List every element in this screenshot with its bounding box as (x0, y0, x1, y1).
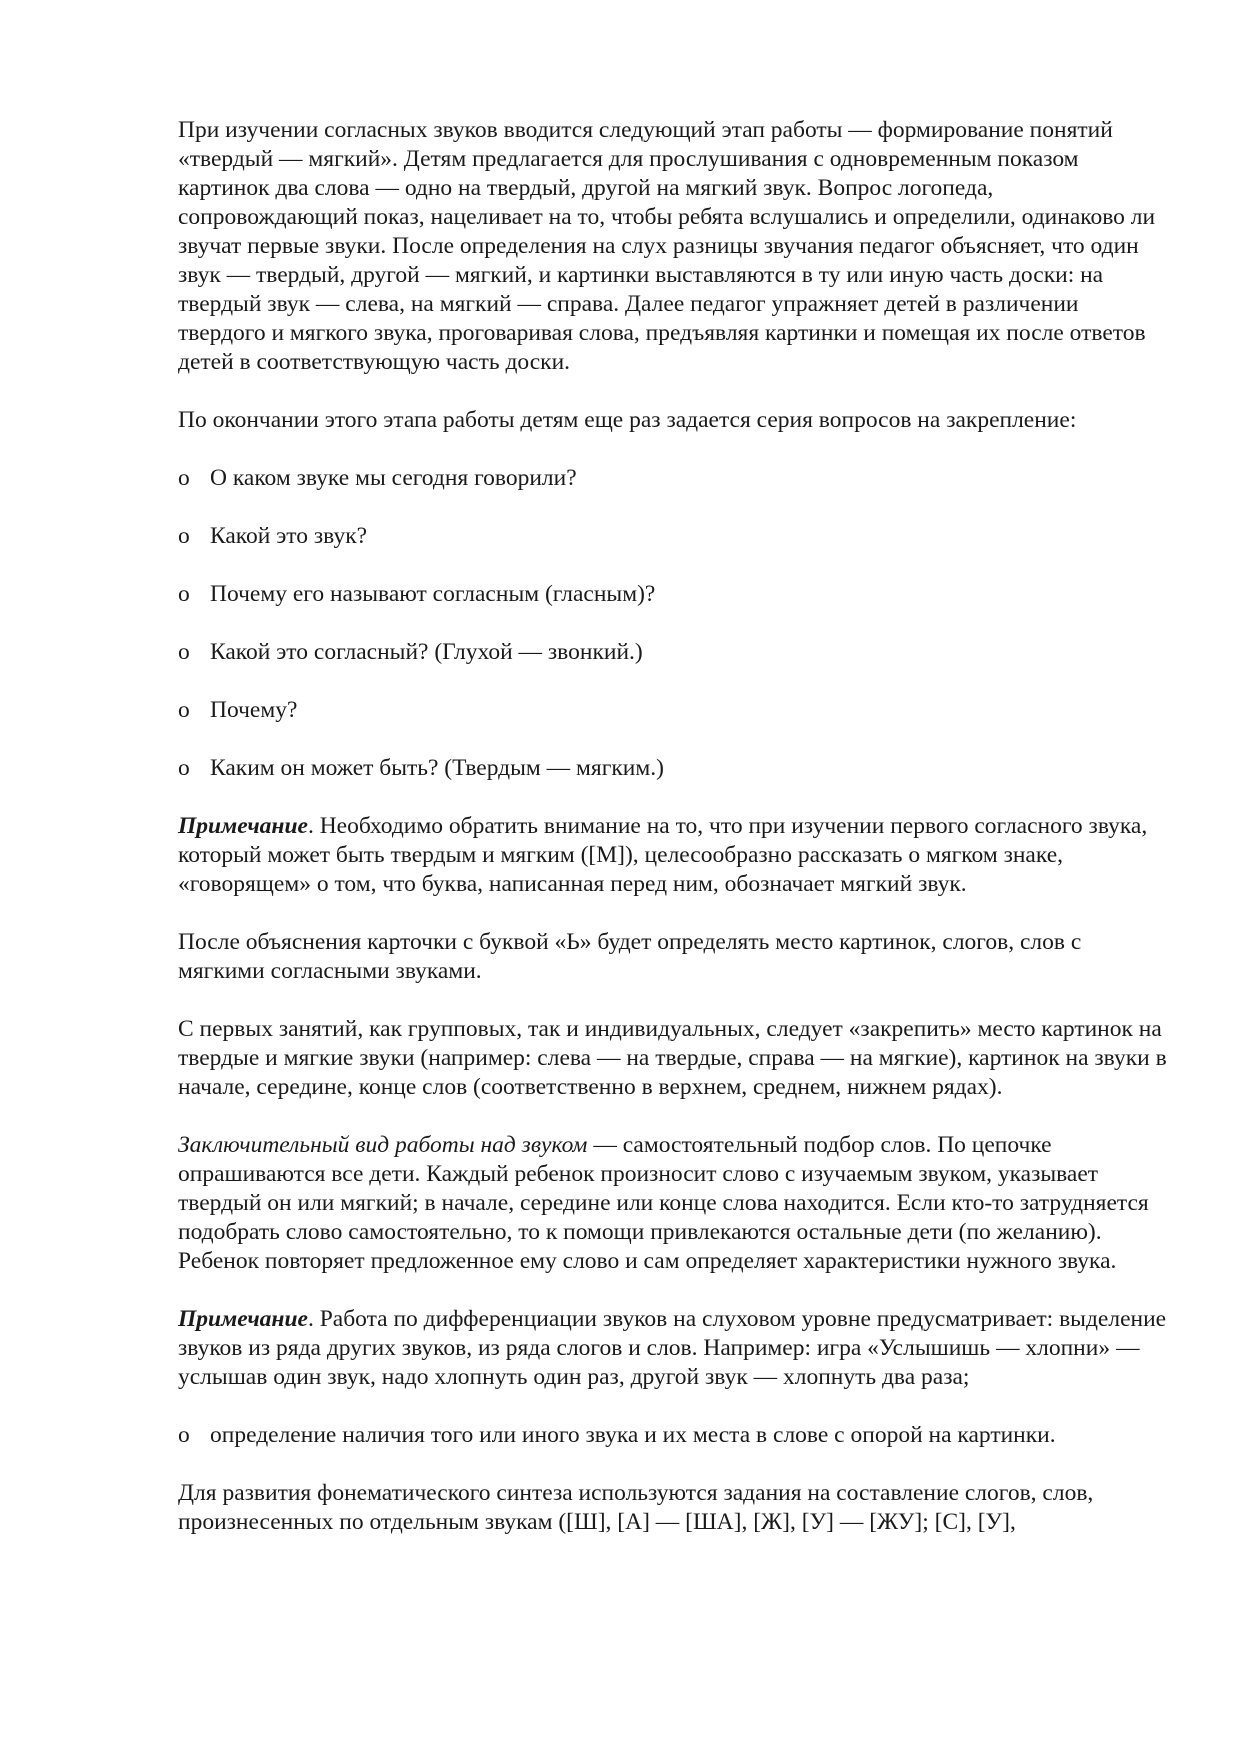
question-text: О каком звуке мы сегодня говорили? (210, 465, 577, 491)
note-text: . Необходимо обратить внимание на то, что при изучении первого согласного звука, который может быть твердым и мягким ([М]), целесообразно рассказать о мягком знаке, «говорящем» о том, что буква, написанная перед ним, обозначает мягкий звук. (178, 813, 1148, 897)
list-item (178, 464, 1170, 493)
question-text: Какой это согласный? (Глухой — звонкий.) (210, 639, 643, 665)
list-item-text: определение наличия того или иного звука и их места в слове с опорой на картинки. (210, 1422, 1056, 1448)
bullet-marker: o (178, 581, 190, 607)
list-item (178, 1421, 1170, 1450)
paragraph-questions-intro: По окончании этого этапа работы детям еще раз задается серия вопросов на закрепление: (178, 407, 1077, 433)
paragraph-text: — самостоятельный подбор слов. По цепочке опрашиваются все дети. Каждый ребенок произносит слово с изучаемым звуком, указывает твердый он или мягкий; в начале, середине или конце слова находится. Если кто-то затрудняется подобрать слово самостоятельно, то к помощи привлекаются остальные дети (по желанию). Ребенок повторяет предложенное ему слово и сам определяет характеристики нужного звука. (178, 1132, 1149, 1274)
list-item (178, 696, 1170, 725)
question-text: Каким он может быть? (Твердым — мягким.) (210, 755, 664, 781)
list-item (178, 754, 1170, 783)
paragraph-note-1 (178, 812, 1170, 899)
list-item (178, 580, 1170, 609)
bullet-marker: o (178, 523, 190, 549)
paragraph-note-2 (178, 1305, 1170, 1392)
bullet-marker: o (178, 1422, 190, 1448)
question-text: Почему? (210, 697, 298, 723)
bullet-marker: o (178, 639, 190, 665)
question-text: Почему его называют согласным (гласным)? (210, 581, 656, 607)
question-text: Какой это звук? (210, 523, 368, 549)
paragraph-soft-sign: После объяснения карточки с буквой «Ь» будет определять место картинок, слогов, слов с мягкими согласными звуками. (178, 929, 1082, 984)
list-item (178, 638, 1170, 667)
note-label: Примечание (178, 813, 308, 839)
paragraph-final-work (178, 1131, 1170, 1276)
paragraph-intro: При изучении согласных звуков вводится следующий этап работы — формирование понятий «твердый — мягкий». Детям предлагается для прослушивания с одновременным показом картинок два слова — одно на твердый, другой на мягкий звук. Вопрос логопеда, сопровождающий показ, нацеливает на то, чтобы ребята вслушались и определили, одинаково ли звучат первые звуки. После определения на слух разницы звучания педагог объясняет, что один звук — твердый, другой — мягкий, и картинки выставляются в ту или иную часть доски: на твердый звук — слева, на мягкий — справа. Далее педагог упражняет детей в различении твердого и мягкого звука, проговаривая слова, предъявляя картинки и помещая их после ответов детей в соответствующую часть доски. (178, 117, 1156, 375)
bullet-marker: o (178, 465, 190, 491)
paragraph-placement: С первых занятий, как групповых, так и индивидуальных, следует «закрепить» место картинок на твердые и мягкие звуки (например: слева — на твердые, справа — на мягкие), картинок на звуки в начале, середине, конце слов (соответственно в верхнем, среднем, нижнем рядах). (178, 1016, 1167, 1100)
bullet-marker: o (178, 755, 190, 781)
list-item (178, 522, 1170, 551)
note-label: Примечание (178, 1306, 308, 1332)
italic-lead: Заключительный вид работы над звуком (178, 1132, 588, 1158)
bullet-marker: o (178, 697, 190, 723)
note-text: . Работа по дифференциации звуков на слуховом уровне предусматривает: выделение звуков из ряда других звуков, из ряда слогов и слов. Например: игра «Услышишь — хлопни» — услышав один звук, надо хлопнуть один раз, другой звук — хлопнуть два раза; (178, 1306, 1167, 1390)
paragraph-synthesis: Для развития фонематического синтеза используются задания на составление слогов, слов, произнесенных по отдельным звукам ([Ш], [А] — [ША], [Ж], [У] — [ЖУ]; [С], [У], (178, 1480, 1094, 1535)
document-page (178, 116, 1170, 1537)
